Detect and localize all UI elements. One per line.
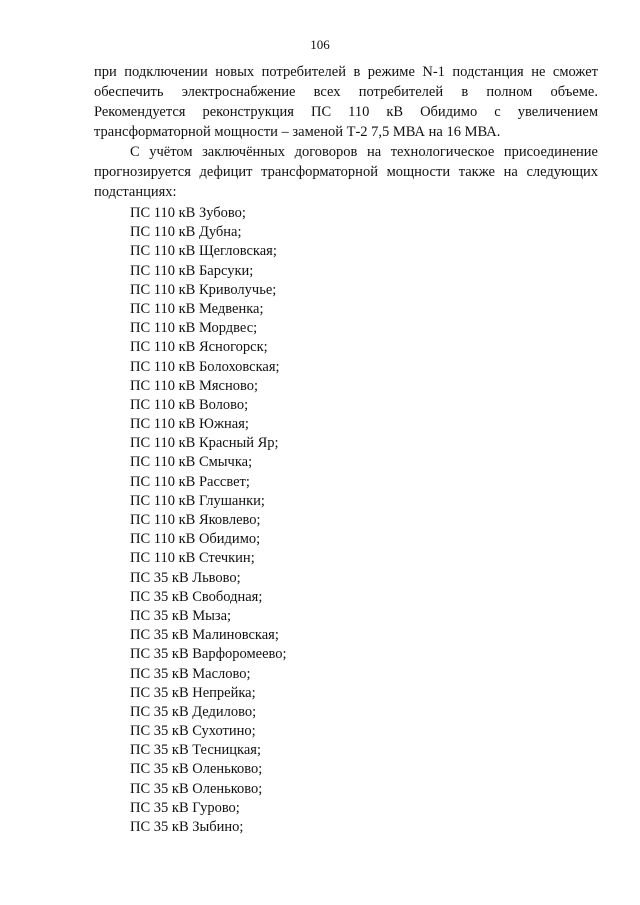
paragraph-line: прогнозируется дефицит трансформаторной мощности также на следующих [94,164,598,180]
list-item: ПС 110 кВ Красный Яр; [130,435,279,452]
list-item: ПС 35 кВ Оленьково; [130,780,263,797]
list-item: ПС 35 кВ Свободная; [130,588,263,605]
paragraph-line: Рекомендуется реконструкция ПС 110 кВ Обидимо с увеличением [94,104,598,120]
list-item: ПС 110 кВ Мордвес; [130,320,258,337]
list-item: ПС 35 кВ Гурово; [130,799,240,816]
list-item: ПС 110 кВ Болоховская; [130,358,280,375]
paragraph-line: при подключении новых потребителей в режиме N-1 подстанция не сможет [94,64,598,80]
list-item: ПС 35 кВ Малиновская; [130,627,279,644]
paragraph-reconstruction [94,62,598,142]
list-item: ПС 110 кВ Мясново; [130,377,258,394]
list-item: ПС 110 кВ Медвенка; [130,300,264,317]
list-item: ПС 110 кВ Глушанки; [130,492,265,509]
paragraph-deficit-intro [94,142,598,202]
list-item: ПС 35 кВ Сухотино; [130,723,256,740]
list-item: ПС 35 кВ Непрейка; [130,684,256,701]
paragraph-line: обеспечить электроснабжение всех потребителей в полном объеме. [94,84,598,100]
list-item: ПС 35 кВ Оленьково; [130,761,263,778]
paragraph-line: С учётом заключённых договоров на технологическое присоединение [130,144,598,160]
page-number: 106 [310,37,330,52]
list-item: ПС 110 кВ Рассвет; [130,473,250,490]
list-item: ПС 35 кВ Зыбино; [130,819,244,835]
document-body [94,62,598,837]
list-item: ПС 110 кВ Ясногорск; [130,339,268,356]
list-item: ПС 110 кВ Дубна; [130,224,242,241]
list-item: ПС 35 кВ Мыза; [130,607,232,624]
list-item: ПС 110 кВ Барсуки; [130,262,254,279]
list-item: ПС 110 кВ Обидимо; [130,531,261,548]
list-item: ПС 110 кВ Смычка; [130,454,253,471]
list-item: ПС 110 кВ Стечкин; [130,550,255,567]
list-item: ПС 110 кВ Яковлево; [130,512,261,528]
list-item: ПС 110 кВ Щегловская; [130,243,277,260]
list-item: ПС 35 кВ Львово; [130,569,241,586]
paragraph-line: подстанциях: [94,184,177,200]
paragraph-line: трансформаторной мощности – заменой Т-2 7,5 МВА на 16 МВА. [94,124,501,140]
list-item: ПС 35 кВ Дедилово; [130,703,257,720]
list-item: ПС 110 кВ Зубово; [130,205,246,221]
list-item: ПС 35 кВ Маслово; [130,665,251,682]
list-item: ПС 110 кВ Волово; [130,396,249,413]
substation-list [94,204,598,837]
list-item: ПС 110 кВ Южная; [130,416,249,433]
list-item: ПС 35 кВ Тесницкая; [130,742,262,759]
list-item: ПС 35 кВ Варфоромеево; [130,646,287,663]
list-item: ПС 110 кВ Криволучье; [130,281,277,298]
